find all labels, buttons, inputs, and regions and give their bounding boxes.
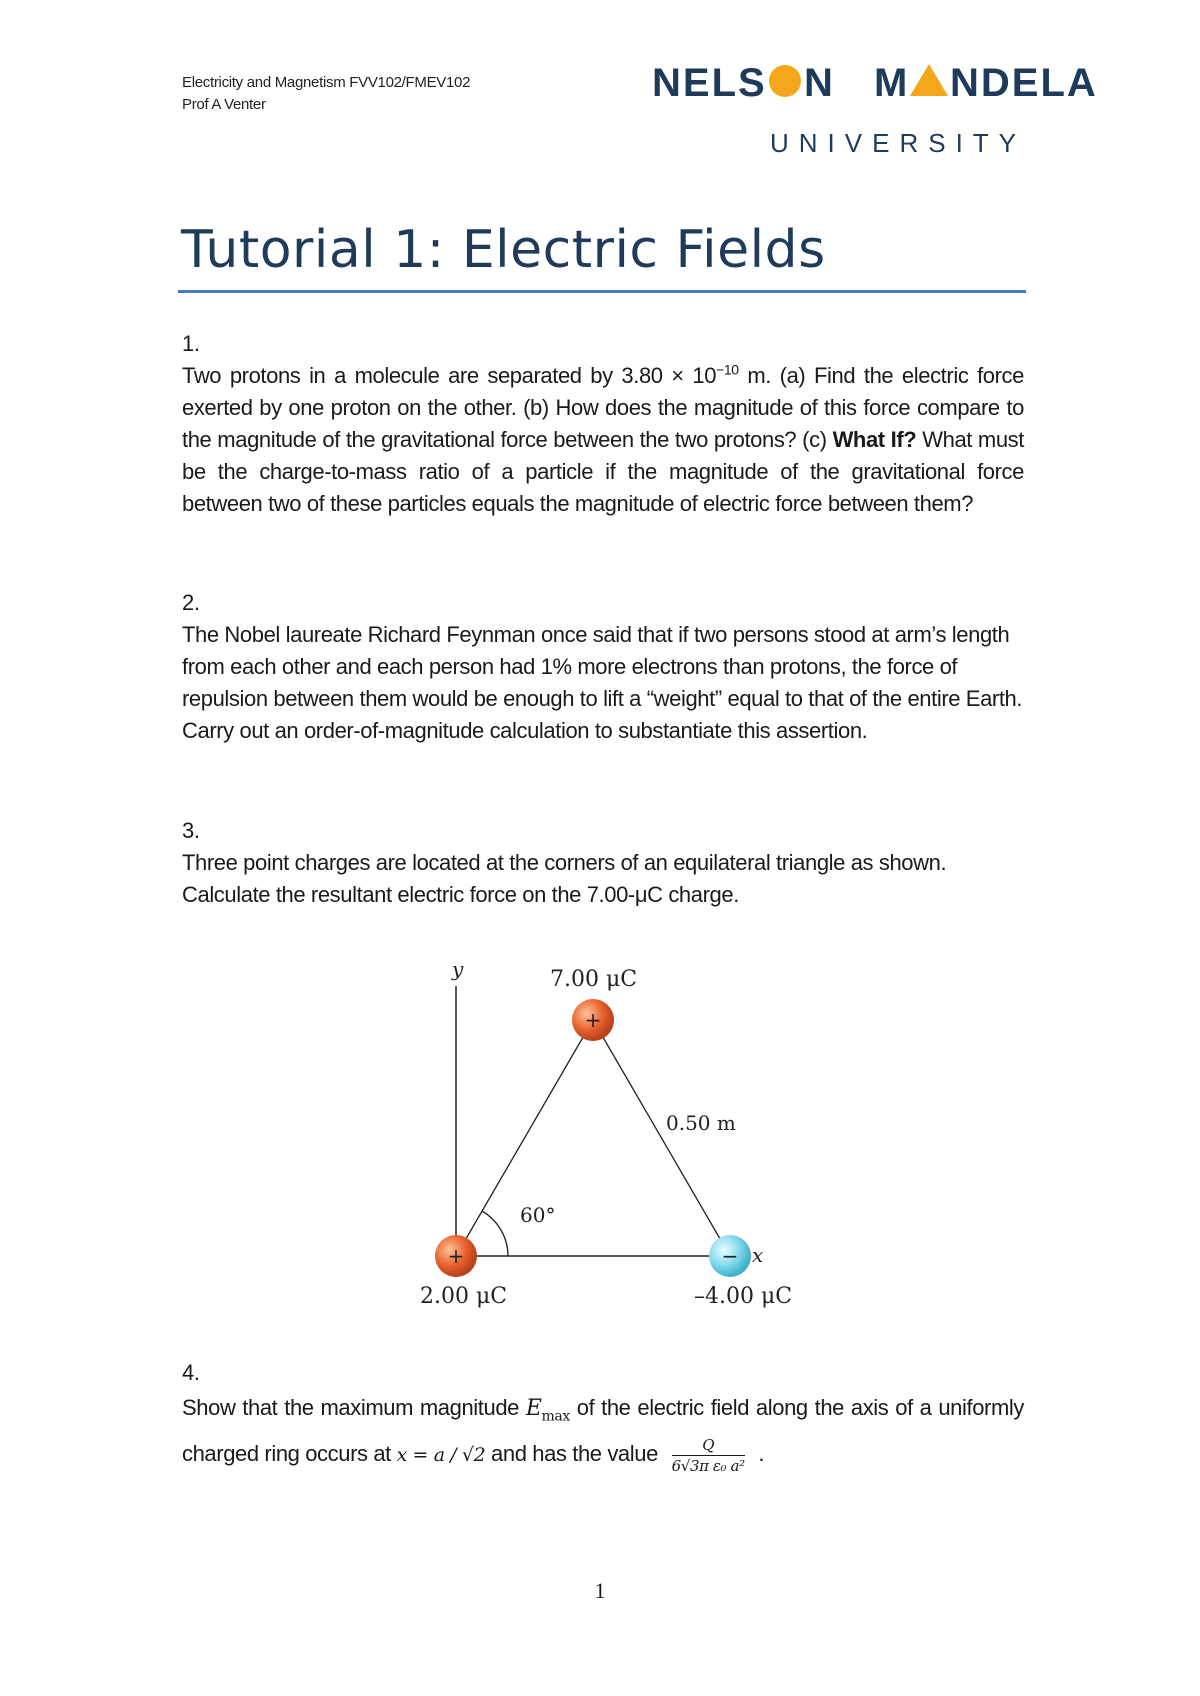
charge-triangle-diagram <box>410 940 830 1320</box>
right-charge-label: –4.00 μC <box>694 1284 793 1309</box>
logo-text-m: M <box>874 61 908 105</box>
logo-text-nels: NELS <box>652 61 767 105</box>
document-header <box>182 72 470 116</box>
question-number: 3. <box>182 818 200 843</box>
top-charge-sign: + <box>584 1008 602 1032</box>
logo-a-triangle-icon <box>910 64 948 96</box>
logo-text-ndela: NDELA <box>950 61 1098 105</box>
question-text: Two protons in a molecule are separated by $3.80 \times 10^{-10}$ m. (a) Find the electric force exerted by one proton on the other. (b) How does the magnitude of this force compare to the magnitude of the gravitational force between the two protons? (c) What If? What must be the charge-to-mass ratio of a particle if the magnitude of the gravitational force between two of these particles equals the magnitude of electric force between them? <box>182 361 1024 516</box>
right-charge-sign: − <box>721 1244 739 1268</box>
top-charge-label: 7.00 μC <box>550 967 638 992</box>
question-3 <box>182 815 1024 911</box>
emax-fraction: $\frac{Q}{\text{6√3π ε₀ a²}}$ <box>671 1436 745 1476</box>
question-1 <box>182 328 1024 520</box>
course-code: Electricity and Magnetism FVV102/FMEV102 <box>182 74 471 91</box>
question-number: 1. <box>182 331 200 356</box>
svg-text:UNIVERSITY <box>770 128 1026 158</box>
question-4 <box>182 1357 1024 1474</box>
logo-university: UNIVERSITY <box>770 128 1027 158</box>
angle-arc <box>482 1211 508 1256</box>
left-charge-sign: + <box>447 1244 465 1268</box>
svg-text:NELS <box>652 61 767 105</box>
question-number: 4. <box>182 1360 200 1385</box>
svg-text:NDELA <box>950 61 1098 105</box>
question-number: 2. <box>182 590 200 615</box>
question-2 <box>182 587 1024 747</box>
title-underline <box>178 290 1026 293</box>
logo-o-circle-icon <box>769 65 801 97</box>
page-title: Tutorial 1: Electric Fields <box>181 220 826 280</box>
university-logo <box>652 58 1132 168</box>
side-length-label: 0.50 m <box>666 1111 736 1135</box>
what-if-label: What If? <box>832 427 917 452</box>
y-axis-label: y <box>452 957 464 981</box>
page-number: 1 <box>594 1578 606 1603</box>
angle-label: 60° <box>520 1203 556 1227</box>
svg-text:N <box>804 61 833 105</box>
logo-text-n: N <box>804 61 833 105</box>
question-text: The Nobel laureate Richard Feynman once said that if two persons stood at arm’s length from each other and each person had 1% more electrons than protons, the force of repulsion between them would be enough to lift a “weight” equal to that of the entire Earth. Carry out an order-of-magnitude calculation to substantiate this assertion. <box>182 622 1023 743</box>
question-text: Three point charges are located at the corners of an equilateral triangle as shown. Calculate the resultant electric force on the 7.00-μC charge. <box>182 850 947 907</box>
left-charge-label: 2.00 μC <box>420 1284 508 1309</box>
emax-symbol: $E_{max}$ <box>525 1396 570 1425</box>
x-axis-label: x <box>752 1243 764 1267</box>
question-text: Show that the maximum magnitude $E_{max}$ of the electric field along the axis of a uniformly charged ring occurs at x = a / √2 and has the value $\frac{Q}{\text{6√3π ε₀ a²}}$ . <box>182 1395 1024 1476</box>
lecturer-name: Prof A Venter <box>182 96 266 113</box>
triangle-side-right <box>593 1020 730 1256</box>
x-expression: x = a / √2 <box>396 1444 486 1467</box>
svg-text:M <box>874 61 907 105</box>
